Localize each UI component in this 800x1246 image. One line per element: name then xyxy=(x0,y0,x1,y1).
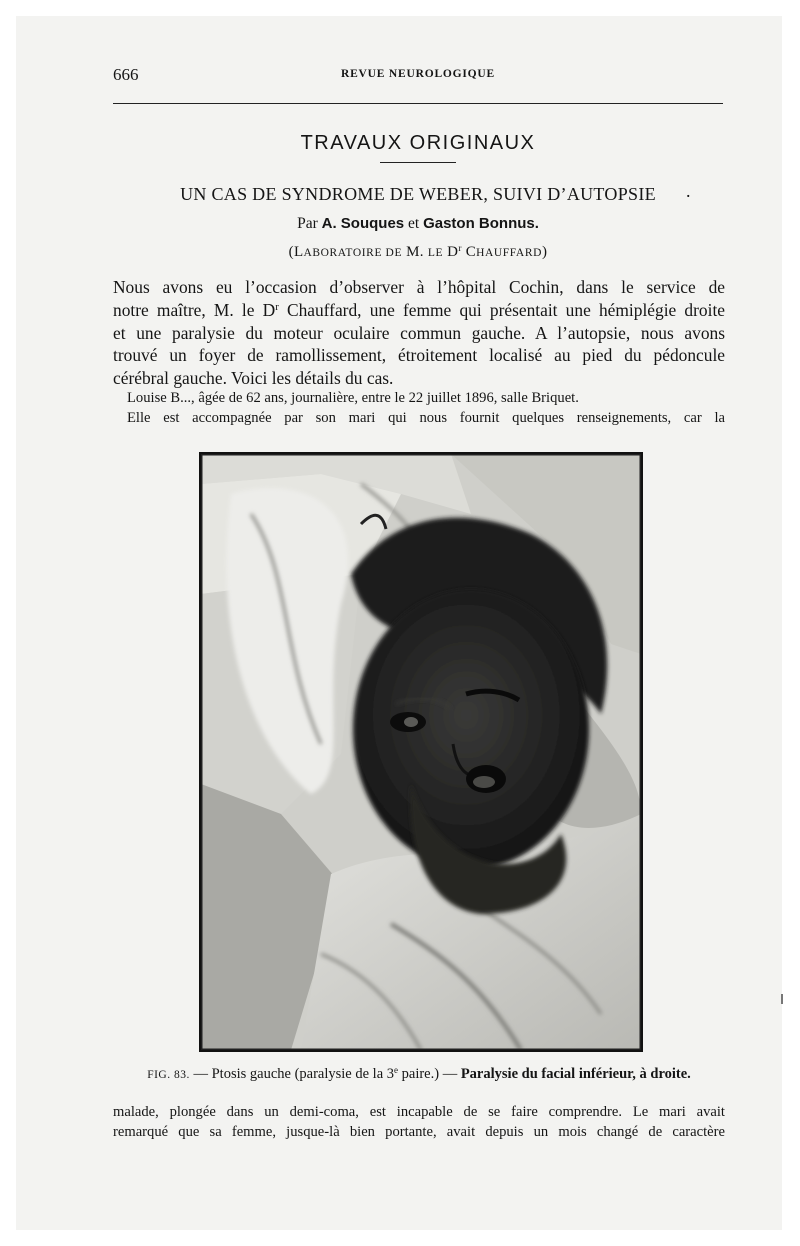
text-line: cérébral gauche. Voici les détails du cas. xyxy=(113,368,394,389)
body-paragraph xyxy=(113,388,725,428)
journal-title: REVUE NEUROLOGIQUE xyxy=(340,68,496,80)
figure-label: FIG. 83. xyxy=(147,1069,190,1081)
text-line: malade, plongée dans un demi-coma, est incapable de se faire comprendre. Le mari avait xyxy=(113,1104,725,1120)
article-authors: Par A. Souques et Gaston Bonnus. xyxy=(297,215,539,232)
author-name: Gaston Bonnus. xyxy=(423,215,539,232)
section-title: TRAVAUX ORIGINAUX xyxy=(300,132,536,154)
text-line: remarqué que sa femme, jusque-là bien portante, avait depuis un mois changé de caractère xyxy=(113,1124,725,1140)
article-title: UN CAS DE SYNDROME DE WEBER, SUIVI D’AUTOPSIE xyxy=(180,184,656,204)
patient-photograph xyxy=(201,454,641,1050)
figure-photograph xyxy=(199,452,643,1052)
text-line: Nous avons eu l’occasion d’observer à l’hôpital Cochin, dans le service de xyxy=(113,277,725,297)
section-title-rule xyxy=(380,162,456,163)
text-line: notre maître, M. le $D^r$ Chauffard, une femme qui présentait une hémiplégie droite xyxy=(113,299,725,320)
text-line: trouvé un foyer de ramollissement, étroitement localisé au pied du pédoncule xyxy=(113,345,725,366)
stray-mark: . xyxy=(686,181,691,201)
text-line: Elle est accompagnée par son mari qui nous fournit quelques renseignements, car la xyxy=(127,410,725,426)
text-line: Louise B..., âgée de 62 ans, journalière, entre le 22 juillet 1896, salle Briquet. xyxy=(127,390,579,406)
body-paragraph xyxy=(113,1102,725,1142)
header-rule xyxy=(113,103,723,104)
margin-mark xyxy=(781,994,783,1004)
lead-paragraph xyxy=(113,276,725,390)
author-name: A. Souques xyxy=(321,215,405,232)
text-line: et une paralysie du moteur oculaire commun gauche. A l’autopsie, nous avons xyxy=(113,322,725,343)
page-number: 666 xyxy=(113,65,139,84)
figure-caption: FIG. 83. — Ptosis gauche (paralysie de la 3e paire.) — Paralysie du facial inférieur, à droite. xyxy=(147,1065,691,1082)
laboratory-affiliation: (LABORATOIRE DE M. LE $D^r$ CHAUFFARD) xyxy=(288,243,548,260)
running-head xyxy=(113,65,723,87)
